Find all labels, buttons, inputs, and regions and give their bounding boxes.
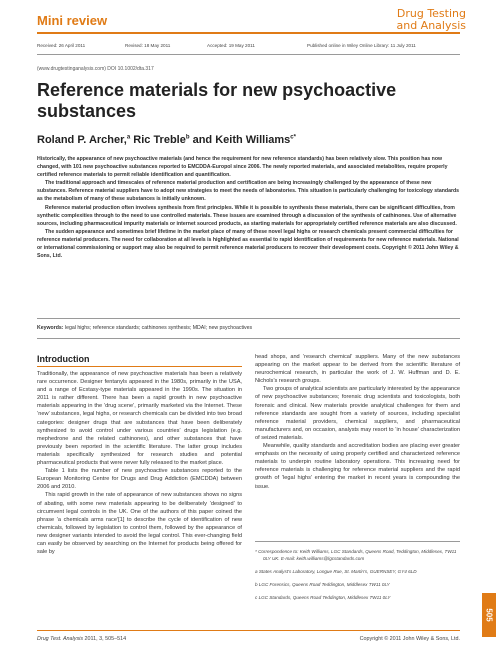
affiliation-footnote: b LGC Forensics, Queens Road Teddington, Middlesex TW11 0LY xyxy=(255,582,390,587)
affiliation-footnote: a States Analyst’s Laboratory, Longue Rue, St. Martin’s, GUERNSEY, GY4 6LD xyxy=(255,569,417,574)
author-affiliation-mark: b xyxy=(185,134,190,141)
body-column-left xyxy=(37,370,242,556)
footer-rule xyxy=(37,630,460,631)
body-paragraph: This rapid growth in the rate of appearance of new substances shows no signs of abating, with some new materials appearing to be deliberately ‘designed’ to circumvent legal controls in the UK. One of the authors of this paper coined the phrase ‘a chemicals arms race’[1] to describe the cycle of identification of new chemicals, followed by legislation to control them, followed by the appearance of new designer variants intended to avoid the legal control. This ever-changing field can easily be observed by searching on the Internet for products being offered for sale by xyxy=(37,492,242,556)
footnote-rule xyxy=(255,541,460,542)
affiliation-footnote: c LGC Standards, Queens Road Teddington, Middlesex TW11 0LY xyxy=(255,595,391,600)
author-name: and Keith Williams xyxy=(189,134,291,146)
section-heading-introduction: Introduction xyxy=(37,354,90,364)
body-paragraph: Traditionally, the appearance of new psychoactive materials has been a relatively rare occurrence. Designer fentanyls appeared in the 1980s, primarily in the USA, and a range of Ecstasy-type materials appeared in the 1990s. The situation in 2011 is rather different. There has been a rapid growth in new psychoactive materials appearing in the ‘drug scene’, primarily marketed via the Internet. These ‘new’ substances, legal highs, or research chemicals can be divided into two broad categories: designer drugs that are substances that have been deliberately synthesized to avoid control under various countries’ drugs legislation (e.g. mephedrone and the related cathinones), and other substances that have previously been reported in the scientific literature. The latter group includes materials specifically synthesized for research studies and potential pharmaceutical products that were never fully released to the market place. xyxy=(37,371,242,467)
author-list xyxy=(37,134,296,146)
footer-citation xyxy=(37,636,126,642)
footer-copyright: Copyright © 2011 John Wiley & Sons, Ltd. xyxy=(359,636,460,642)
body-paragraph: Meanwhile, quality standards and accreditation bodies are placing ever greater emphasis on the necessity of using properly certified and characterized reference materials to underpin routine laboratory operations. This increasing need for reference materials is challenging for reference material suppliers and the rapid growth of ‘legal highs’ entering the market in recent years is compounding the issue. xyxy=(255,443,460,490)
body-paragraph: head shops, and ‘research chemical’ suppliers. Many of the new substances appearing on the market appear to be derived from the scientific literature of neurochemical research, in particular the work of J. W. Huffman and D. E. Nichols’s research groups. xyxy=(255,354,460,385)
page-number: 505 xyxy=(484,608,494,622)
body-paragraph: Two groups of analytical scientists are particularly interested by the appearance of new psychoactive substances; forensic drug scientists and toxicologists, both forensic and clinical. New materials provide analytical challenges for them and reference standards are sought from a variety of sources, including specialist reference material providers, chemical suppliers, and pharmaceutical manufacturers and, on occasion, analysts may resort to ‘in house’ characterization of seized materials. xyxy=(255,386,460,441)
page-number-tab xyxy=(482,593,496,637)
body-paragraph: Table 1 lists the number of new psychoactive substances reported to the European Monitoring Centre for Drugs and Drug Addiction (EMCDDA) between 2006 and 2010. xyxy=(37,468,242,491)
abstract-paragraph: The sudden appearance and sometimes brief lifetime in the market place of many of these novel legal highs or research chemicals present commercial difficulties for reference material producers. The need for collaboration at all levels is highlighted as essential to rapid identification of requirements for new reference materials. National or international commissioning or support may also be required to permit reference material producers to recover their development costs. Copyright © 2011 John Wiley & Sons, Ltd. xyxy=(37,228,459,260)
keywords-list: legal highs; reference standards; cathinones synthesis; MDAI; new psychoactives xyxy=(63,325,253,331)
keywords-label: Keywords: xyxy=(37,325,64,331)
journal-abbrev: Drug Test. Analysis xyxy=(37,636,84,642)
abstract-paragraph: Historically, the appearance of new psychoactive materials (and hence the requirement for new reference standards) has been relatively slow. This position has now changed, with 101 new psychoactive substances reported to EMCDDA-Europol since 2006. The newly reported materials, and associated metabolites, require properly certified reference materials to permit reliable identification and quantification. xyxy=(37,156,448,179)
author-name: Roland P. Archer, xyxy=(37,134,127,146)
author-affiliation-mark: c* xyxy=(290,134,296,141)
abstract xyxy=(37,155,460,260)
body-column-right xyxy=(255,353,460,491)
revised-date: Revised: 18 May 2011 xyxy=(125,43,171,48)
section-label: Mini review xyxy=(37,13,108,28)
abstract-paragraph: Reference material production often involves synthesis from first principles. While it is possible to synthesis these materials, there can be significant difficulties, from synthetic complexities through to the need to use controlled materials. These issues are examined through a discussion of the synthesis of cathinones. Use of alternative sources, including pharmaceutical impurity materials or internet sourced products, as starting materials for appropriately certified reference materials are also discussed. xyxy=(37,204,457,227)
published-date: Published online in Wiley Online Library: 11 July 2011 xyxy=(307,43,416,48)
journal-name xyxy=(396,8,466,32)
heading-rule xyxy=(37,366,242,367)
keywords xyxy=(37,325,252,331)
author-affiliation-mark: a xyxy=(126,134,131,141)
abstract-paragraph: The traditional approach and timescales of reference material production and certification are being increasingly challenged by the appearance of these new substances. Reference material suppliers have to adopt new strategies to meet the needs of laboratories. This situation is particularly challenging for toxicology standards as the metabolism of many of these substances is initially unknown. xyxy=(37,180,460,203)
doi-line[interactable]: (www.drugtestinganalysis.com) DOI 10.1002/dta.317 xyxy=(37,66,154,72)
abstract-rule xyxy=(37,318,460,319)
accepted-date: Accepted: 19 May 2011 xyxy=(207,43,255,48)
header-rule xyxy=(37,32,460,34)
journal-name-line1: Drug Testing xyxy=(396,7,466,20)
journal-name-line2: and Analysis xyxy=(396,19,466,32)
footnotes xyxy=(255,548,460,607)
volume-pages: 2011, 3, 505–514 xyxy=(83,636,127,642)
dates-rule xyxy=(37,54,460,55)
article-title: Reference materials for new psychoactive substances xyxy=(37,80,397,121)
keywords-rule xyxy=(37,338,460,339)
correspondence-footnote: * Correspondence to: Keith Williams, LGC Standards, Queens Road, Teddington, Middlesex, TW11 0LY UK. E-mail: keith.williams@lgcstandards.com xyxy=(255,549,457,561)
received-date: Received: 26 April 2011 xyxy=(37,43,86,48)
author-name: Ric Treble xyxy=(130,134,186,146)
